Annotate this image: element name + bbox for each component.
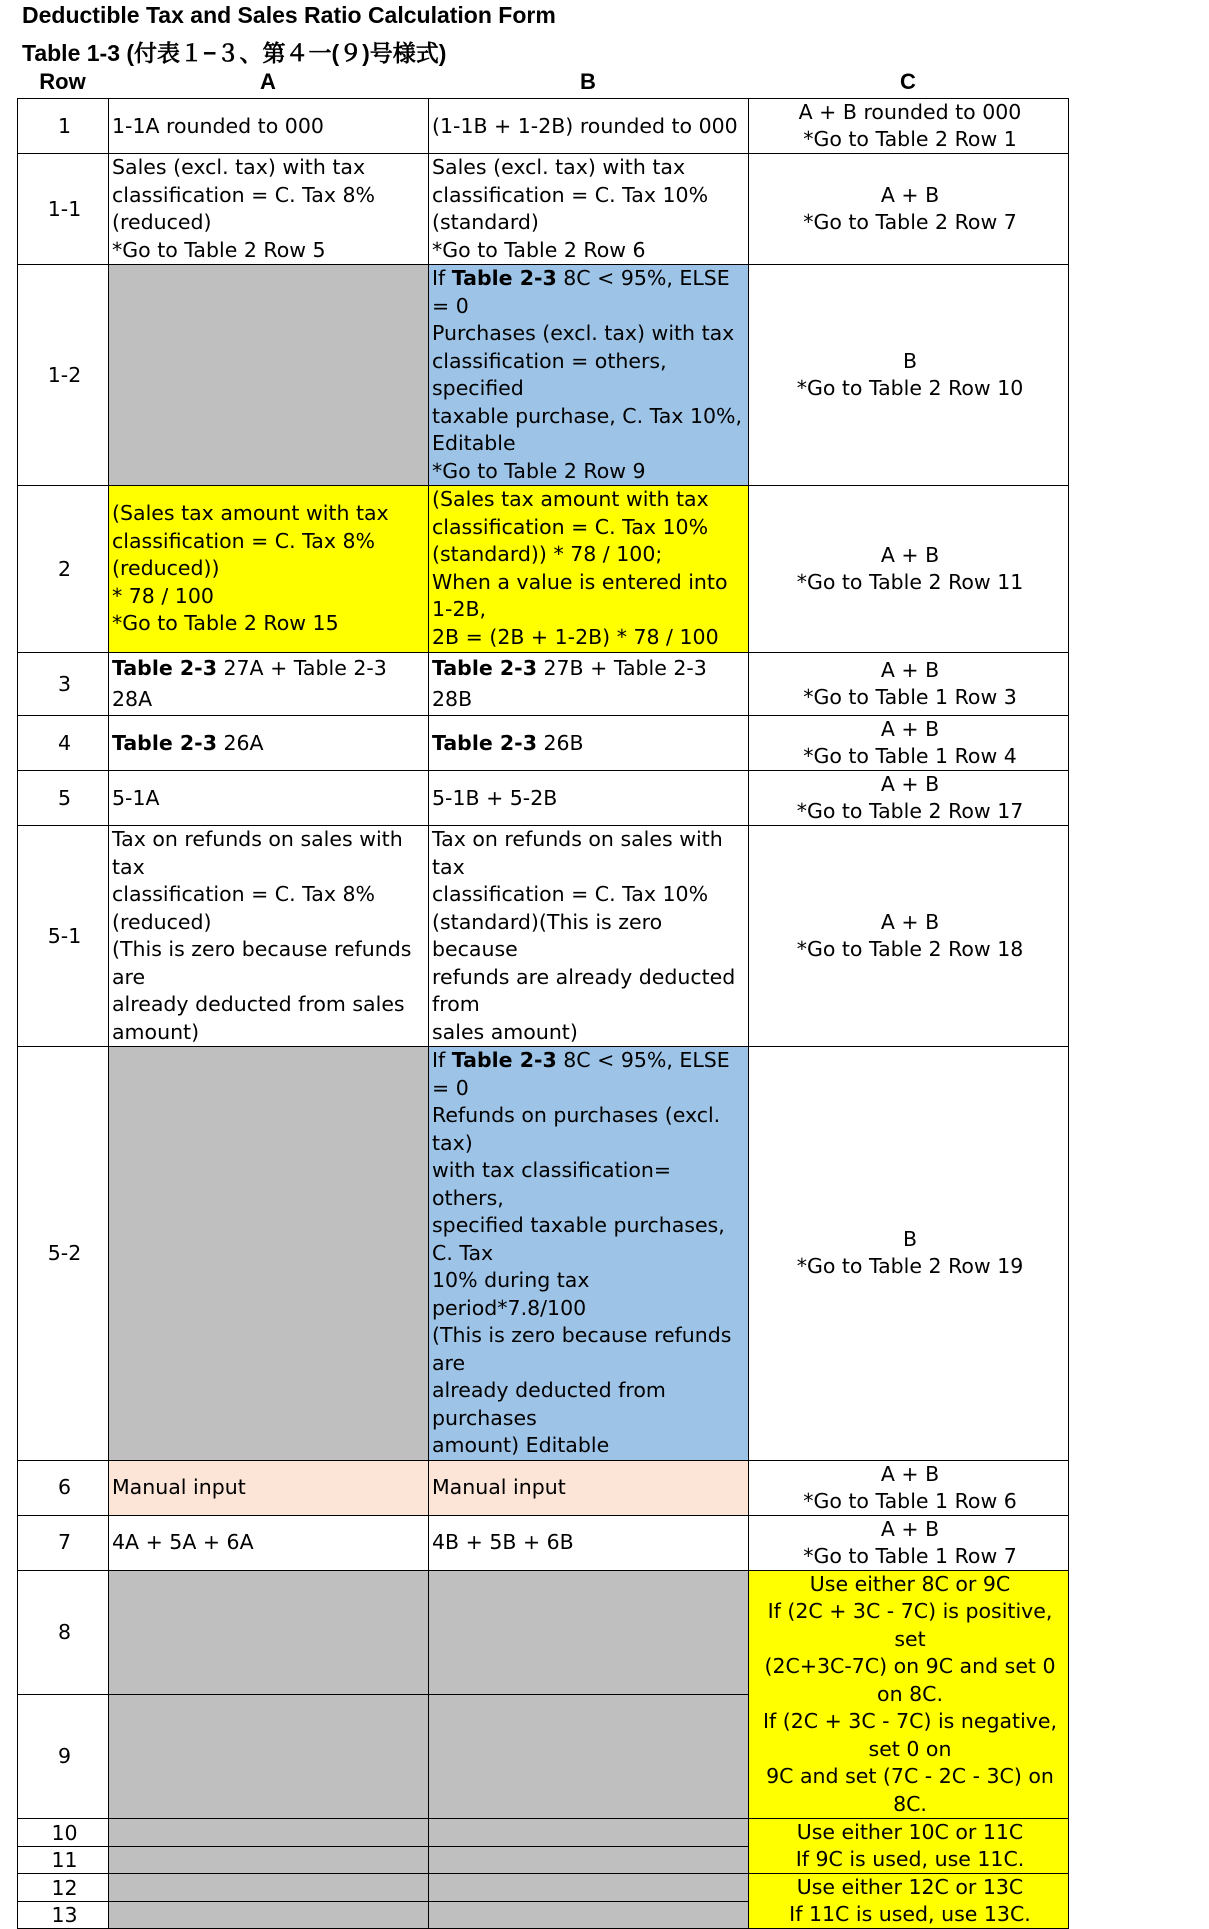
cell-b-disabled <box>429 1902 749 1929</box>
cell-c <box>749 653 1069 716</box>
cell-text: classification = C. Tax 8% (reduced)) <box>112 528 376 581</box>
cell-text: refunds are already deducted from <box>432 964 736 1016</box>
cell-text: Use either 10C or 11C <box>796 1820 1024 1844</box>
cell-c <box>749 265 1069 486</box>
cell-text: A + B rounded to 000 <box>798 100 1022 124</box>
cell-b <box>429 486 749 653</box>
row-number: 6 <box>18 1460 109 1515</box>
table-row <box>18 1460 1069 1515</box>
cell-c <box>749 99 1069 154</box>
row-number: 5-2 <box>18 1047 109 1461</box>
cell-text: A + B <box>880 658 940 682</box>
row-number: 13 <box>18 1902 109 1929</box>
cell-a: Table 2-3 26A <box>109 716 429 771</box>
cell-c <box>749 1515 1069 1570</box>
cell-text: Sales (excl. tax) with tax <box>112 155 366 179</box>
cell-text: (Sales tax amount with tax <box>432 487 709 511</box>
cell-text: Editable <box>432 431 516 455</box>
cell-b: Table 2-3 26B <box>429 716 749 771</box>
cell-text: A + B <box>880 717 940 741</box>
cell-c-12-13 <box>749 1874 1069 1929</box>
cell-text: If 9C is used, use 11C. <box>795 1847 1025 1871</box>
cell-text: If Table 2-3 8C < 95%, ELSE = 0 <box>432 1048 730 1100</box>
cell-text: B <box>902 1226 918 1251</box>
cell-text: *Go to Table 2 Row 18 <box>796 937 1024 961</box>
cell-text: When a value is entered into 1-2B, <box>432 569 728 621</box>
cell-b-manual-input[interactable]: Manual input <box>429 1460 749 1515</box>
column-header-a: A <box>260 69 276 94</box>
cell-a: 4A + 5A + 6A <box>109 1515 429 1570</box>
cell-text: (This is zero because refunds are <box>432 1323 732 1375</box>
row-number: 8 <box>18 1570 109 1694</box>
table-row <box>18 154 1069 265</box>
cell-a <box>109 154 429 265</box>
cell-text: If 11C is used, use 13C. <box>789 1902 1031 1926</box>
cell-text: *Go to Table 2 Row 5 <box>112 237 326 262</box>
cell-text: A + B <box>880 1461 940 1486</box>
cell-text: Purchases (excl. tax) with tax <box>432 321 735 345</box>
cell-text: 9C and set (7C - 2C - 3C) on 8C. <box>766 1764 1054 1816</box>
cell-text: 10% during tax period*7.8/100 <box>432 1268 590 1320</box>
cell-text: amount) Editable <box>432 1433 610 1457</box>
cell-text: *Go to Table 2 Row 17 <box>796 799 1024 823</box>
calculation-table <box>17 98 1069 1929</box>
cell-text: with tax classification= others, <box>432 1158 672 1210</box>
table-row <box>18 771 1069 826</box>
cell-text: amount) <box>112 1019 200 1044</box>
cell-a-disabled <box>109 1694 429 1818</box>
cell-b <box>429 1047 749 1461</box>
cell-a-disabled <box>109 1902 429 1929</box>
cell-a-disabled <box>109 265 429 486</box>
cell-c <box>749 716 1069 771</box>
cell-a-disabled <box>109 1874 429 1902</box>
cell-text: already deducted from sales <box>112 992 405 1016</box>
table-row <box>18 716 1069 771</box>
cell-text: *Go to Table 2 Row 6 <box>432 237 646 262</box>
cell-text: (2C+3C-7C) on 9C and set 0 on 8C. <box>764 1654 1056 1706</box>
cell-text: (This is zero because refunds are <box>112 937 412 989</box>
cell-text: *Go to Table 2 Row 7 <box>803 210 1017 234</box>
cell-a: 1-1A rounded to 000 <box>109 99 429 154</box>
cell-text: If Table 2-3 8C < 95%, ELSE = 0 <box>432 266 730 318</box>
cell-text: classification = C. Tax 8% (reduced) <box>112 882 376 934</box>
cell-b-disabled <box>429 1694 749 1818</box>
cell-text: classification = C. Tax 10% <box>432 882 709 906</box>
cell-text: 2B = (2B + 1-2B) * 78 / 100 <box>432 624 719 649</box>
cell-a <box>109 826 429 1047</box>
cell-c <box>749 771 1069 826</box>
cell-text: A + B <box>880 909 940 934</box>
row-number: 1-1 <box>18 154 109 265</box>
cell-b <box>429 826 749 1047</box>
cell-a-disabled <box>109 1847 429 1874</box>
cell-b <box>429 265 749 486</box>
cell-text: already deducted from purchases <box>432 1378 666 1430</box>
cell-text: classification = others, specified <box>432 348 667 400</box>
cell-text: classification = C. Tax 8% (reduced) <box>112 182 376 234</box>
cell-text: A + B <box>880 1516 940 1541</box>
column-header-c: C <box>900 69 916 94</box>
cell-text: *Go to Table 2 Row 19 <box>796 1254 1024 1279</box>
cell-b-disabled <box>429 1819 749 1847</box>
cell-text: * 78 / 100 <box>112 583 214 608</box>
cell-a: Table 2-3 27A + Table 2-3 28A <box>109 653 429 716</box>
row-number: 10 <box>18 1819 109 1847</box>
cell-b-disabled <box>429 1874 749 1902</box>
cell-text: *Go to Table 2 Row 9 <box>432 458 646 483</box>
row-number: 5 <box>18 771 109 826</box>
cell-c-8-9 <box>749 1570 1069 1819</box>
cell-text: B <box>902 348 918 373</box>
cell-b <box>429 154 749 265</box>
cell-c <box>749 154 1069 265</box>
cell-text: *Go to Table 2 Row 1 <box>803 127 1017 151</box>
row-number: 1 <box>18 99 109 154</box>
cell-b: (1-1B + 1-2B) rounded to 000 <box>429 99 749 154</box>
table-row <box>18 1819 1069 1847</box>
cell-b-disabled <box>429 1570 749 1694</box>
cell-text: specified taxable purchases, C. Tax <box>432 1213 725 1265</box>
cell-text: taxable purchase, C. Tax 10%, <box>432 403 743 428</box>
cell-text: (standard) <box>432 210 539 234</box>
row-number: 4 <box>18 716 109 771</box>
cell-text: *Go to Table 2 Row 10 <box>796 376 1024 400</box>
form-title: Deductible Tax and Sales Ratio Calculation Form <box>22 2 556 28</box>
cell-text: A + B <box>880 542 940 567</box>
cell-text: classification = C. Tax 10% <box>432 182 709 207</box>
cell-text: *Go to Table 1 Row 6 <box>803 1488 1017 1513</box>
table-row <box>18 265 1069 486</box>
table-row <box>18 653 1069 716</box>
cell-text: Use either 12C or 13C <box>796 1875 1024 1899</box>
table-row <box>18 1874 1069 1902</box>
cell-b: 4B + 5B + 6B <box>429 1515 749 1570</box>
cell-a-disabled <box>109 1047 429 1461</box>
cell-b-disabled <box>429 1847 749 1874</box>
cell-text: classification = C. Tax 10% <box>432 514 709 539</box>
row-number: 2 <box>18 486 109 653</box>
column-header-row: Row <box>39 69 86 94</box>
table-row <box>18 486 1069 653</box>
table-row <box>18 1515 1069 1570</box>
table-row <box>18 1570 1069 1694</box>
cell-c-10-11 <box>749 1819 1069 1874</box>
cell-c <box>749 1460 1069 1515</box>
cell-text: Tax on refunds on sales with tax <box>112 827 403 879</box>
cell-text: *Go to Table 2 Row 11 <box>796 570 1024 594</box>
cell-text: Use either 8C or 9C <box>809 1571 1011 1596</box>
cell-text: If (2C + 3C - 7C) is negative, set 0 on <box>762 1709 1058 1761</box>
cell-a-manual-input[interactable]: Manual input <box>109 1460 429 1515</box>
cell-text: Tax on refunds on sales with tax <box>432 827 723 879</box>
row-number: 7 <box>18 1515 109 1570</box>
form-subtitle: Table 1-3 (付表１−３、第４一(９)号様式) <box>22 40 447 66</box>
cell-text: (standard)(This is zero because <box>432 909 663 961</box>
cell-c <box>749 1047 1069 1461</box>
cell-text: (standard)) * 78 / 100; <box>432 542 663 566</box>
cell-a: 5-1A <box>109 771 429 826</box>
cell-a <box>109 486 429 653</box>
column-header-b: B <box>580 69 596 94</box>
cell-text: *Go to Table 1 Row 7 <box>803 1543 1017 1568</box>
cell-c <box>749 486 1069 653</box>
cell-text: *Go to Table 1 Row 4 <box>803 744 1017 768</box>
cell-text: *Go to Table 1 Row 3 <box>803 685 1017 709</box>
cell-c <box>749 826 1069 1047</box>
row-number: 5-1 <box>18 826 109 1047</box>
row-number: 1-2 <box>18 265 109 486</box>
cell-text: sales amount) <box>432 1019 578 1044</box>
cell-a-disabled <box>109 1570 429 1694</box>
table-row <box>18 1047 1069 1461</box>
row-number: 3 <box>18 653 109 716</box>
cell-text: Refunds on purchases (excl. tax) <box>432 1103 721 1155</box>
cell-text: (Sales tax amount with tax <box>112 501 389 526</box>
cell-text: A + B <box>880 182 940 207</box>
cell-text: If (2C + 3C - 7C) is positive, set <box>767 1599 1053 1651</box>
table-row <box>18 826 1069 1047</box>
cell-b: 5-1B + 5-2B <box>429 771 749 826</box>
row-number: 12 <box>18 1874 109 1902</box>
cell-a-disabled <box>109 1819 429 1847</box>
row-number: 9 <box>18 1694 109 1818</box>
row-number: 11 <box>18 1847 109 1874</box>
cell-text: *Go to Table 2 Row 15 <box>112 611 339 636</box>
cell-text: A + B <box>880 772 940 796</box>
table-row <box>18 99 1069 154</box>
cell-b: Table 2-3 27B + Table 2-3 28B <box>429 653 749 716</box>
cell-text: Sales (excl. tax) with tax <box>432 155 686 179</box>
